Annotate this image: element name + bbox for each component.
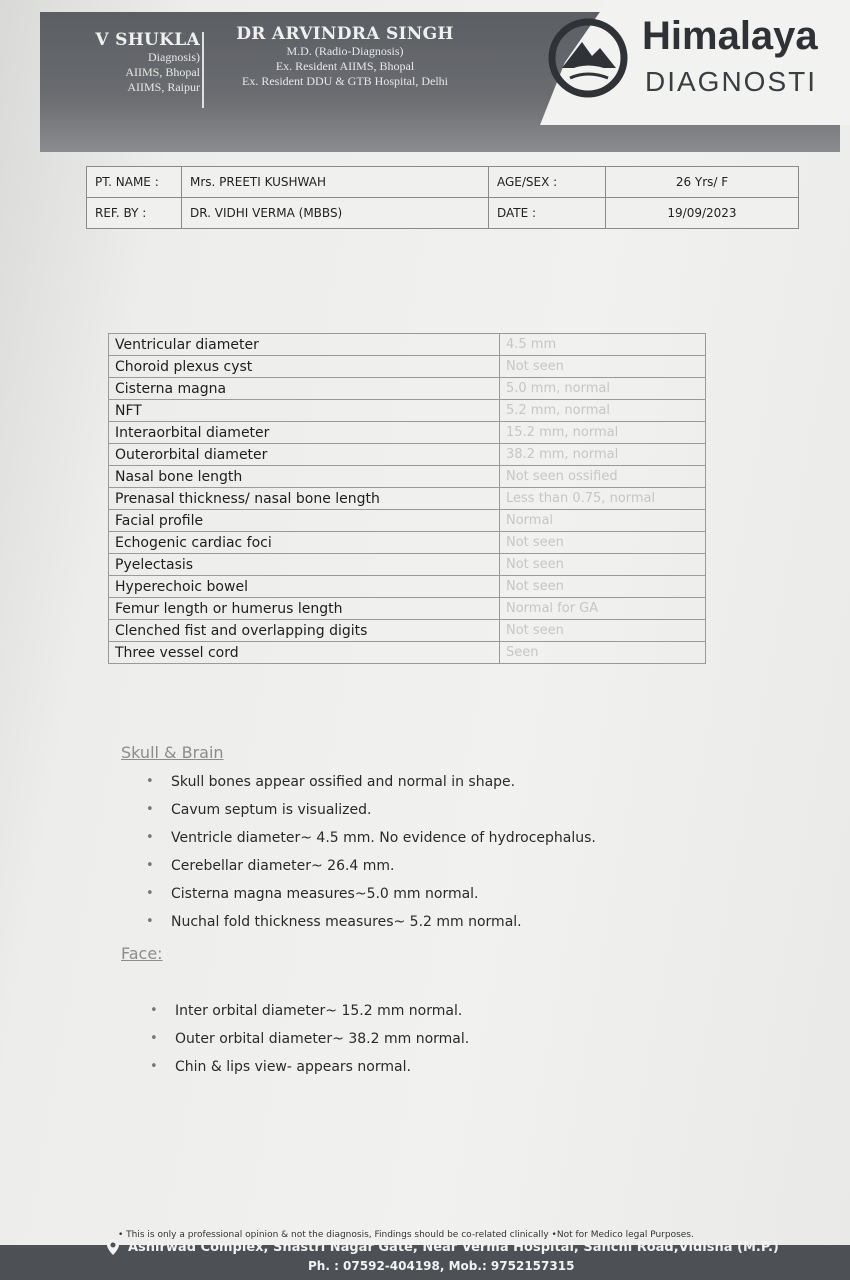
table-row: [109, 444, 706, 466]
doctor2-name: DR ARVINDRA SINGH: [236, 24, 454, 44]
finding-label: Three vessel cord: [109, 642, 500, 664]
list-item: • Chin & lips view- appears normal.: [150, 1053, 469, 1081]
doctor1-line: AIIMS, Raipur: [127, 80, 200, 94]
date-value: 19/09/2023: [606, 198, 799, 229]
finding-value: 38.2 mm, normal: [500, 444, 706, 466]
list-item: • Inter orbital diameter~ 15.2 mm normal.: [150, 997, 469, 1025]
table-row: [109, 576, 706, 598]
finding-label: Pyelectasis: [109, 554, 500, 576]
doctor1-block: [60, 30, 200, 95]
finding-value: Less than 0.75, normal: [500, 488, 706, 510]
list-item: • Skull bones appear ossified and normal in shape.: [146, 768, 596, 796]
finding-value: 5.0 mm, normal: [500, 378, 706, 400]
finding-label: Interaorbital diameter: [109, 422, 500, 444]
finding-label: Echogenic cardiac foci: [109, 532, 500, 554]
table-row: [109, 510, 706, 532]
table-row: [109, 334, 706, 356]
ref-by-value: DR. VIDHI VERMA (MBBS): [182, 198, 489, 229]
patient-name-label: PT. NAME :: [87, 167, 182, 198]
disclaimer-text: • This is only a professional opinion & not the diagnosis, Findings should be co-related clinically •Not for Medico legal Purposes.: [118, 1230, 694, 1240]
finding-label: Femur length or humerus length: [109, 598, 500, 620]
finding-value: Not seen: [500, 356, 706, 378]
finding-label: Hyperechoic bowel: [109, 576, 500, 598]
table-row: [109, 466, 706, 488]
table-row: [109, 620, 706, 642]
finding-label: Outerorbital diameter: [109, 444, 500, 466]
finding-value: Not seen ossified: [500, 466, 706, 488]
finding-value: Not seen: [500, 532, 706, 554]
finding-value: 4.5 mm: [500, 334, 706, 356]
list-item: • Ventricle diameter~ 4.5 mm. No evidence of hydrocephalus.: [146, 824, 596, 852]
finding-value: Seen: [500, 642, 706, 664]
list-item: • Cerebellar diameter~ 26.4 mm.: [146, 852, 596, 880]
table-row: [87, 167, 799, 198]
header-divider: [202, 32, 204, 108]
finding-label: Clenched fist and overlapping digits: [109, 620, 500, 642]
footer-address: Ashirwad Complex, Shastri Nagar Gate, Near Verma Hospital, Sanchi Road,Vidisha (M.P.): [128, 1240, 779, 1255]
footer-phone: Ph. : 07592-404198, Mob.: 9752157315: [308, 1259, 575, 1273]
finding-label: Nasal bone length: [109, 466, 500, 488]
table-row: [109, 422, 706, 444]
table-row: [109, 356, 706, 378]
date-label: DATE :: [489, 198, 606, 229]
table-row: [109, 378, 706, 400]
list-item: • Cavum septum is visualized.: [146, 796, 596, 824]
patient-info-table: [86, 166, 799, 229]
skull-brain-list: [146, 768, 596, 936]
brand-name: Himalaya: [642, 14, 818, 58]
patient-name: Mrs. PREETI KUSHWAH: [182, 167, 489, 198]
brand-subtitle: DIAGNOSTI: [645, 66, 818, 97]
doctor2-line: Ex. Resident DDU & GTB Hospital, Delhi: [242, 74, 448, 88]
ref-by-label: REF. BY :: [87, 198, 182, 229]
list-item: • Outer orbital diameter~ 38.2 mm normal.: [150, 1025, 469, 1053]
list-item: • Cisterna magna measures~5.0 mm normal.: [146, 880, 596, 908]
finding-value: 5.2 mm, normal: [500, 400, 706, 422]
finding-label: Cisterna magna: [109, 378, 500, 400]
table-row: [109, 598, 706, 620]
doctor2-line: M.D. (Radio-Diagnosis): [286, 44, 404, 58]
finding-label: Choroid plexus cyst: [109, 356, 500, 378]
finding-label: NFT: [109, 400, 500, 422]
doctor2-block: [210, 24, 480, 89]
table-row: [87, 198, 799, 229]
face-list: [150, 997, 469, 1081]
table-row: [109, 532, 706, 554]
findings-table: [108, 333, 706, 664]
finding-value: Not seen: [500, 576, 706, 598]
finding-label: Facial profile: [109, 510, 500, 532]
doctor1-name: V SHUKLA: [95, 30, 200, 50]
age-sex-label: AGE/SEX :: [489, 167, 606, 198]
finding-value: Not seen: [500, 554, 706, 576]
location-pin-icon: [106, 1238, 120, 1256]
age-sex-value: 26 Yrs/ F: [606, 167, 799, 198]
himalaya-logo-icon: [548, 18, 628, 98]
list-item: • Nuchal fold thickness measures~ 5.2 mm normal.: [146, 908, 596, 936]
finding-label: Ventricular diameter: [109, 334, 500, 356]
doctor2-line: Ex. Resident AIIMS, Bhopal: [275, 59, 415, 73]
table-row: [109, 554, 706, 576]
table-row: [109, 400, 706, 422]
doctor1-line: AIIMS, Bhopal: [125, 65, 200, 79]
finding-value: 15.2 mm, normal: [500, 422, 706, 444]
finding-value: Normal: [500, 510, 706, 532]
doctor1-line: Diagnosis): [148, 50, 200, 64]
table-row: [109, 642, 706, 664]
finding-value: Normal for GA: [500, 598, 706, 620]
skull-brain-heading: Skull & Brain: [121, 743, 224, 762]
face-heading: Face:: [121, 944, 163, 963]
finding-value: Not seen: [500, 620, 706, 642]
table-row: [109, 488, 706, 510]
finding-label: Prenasal thickness/ nasal bone length: [109, 488, 500, 510]
